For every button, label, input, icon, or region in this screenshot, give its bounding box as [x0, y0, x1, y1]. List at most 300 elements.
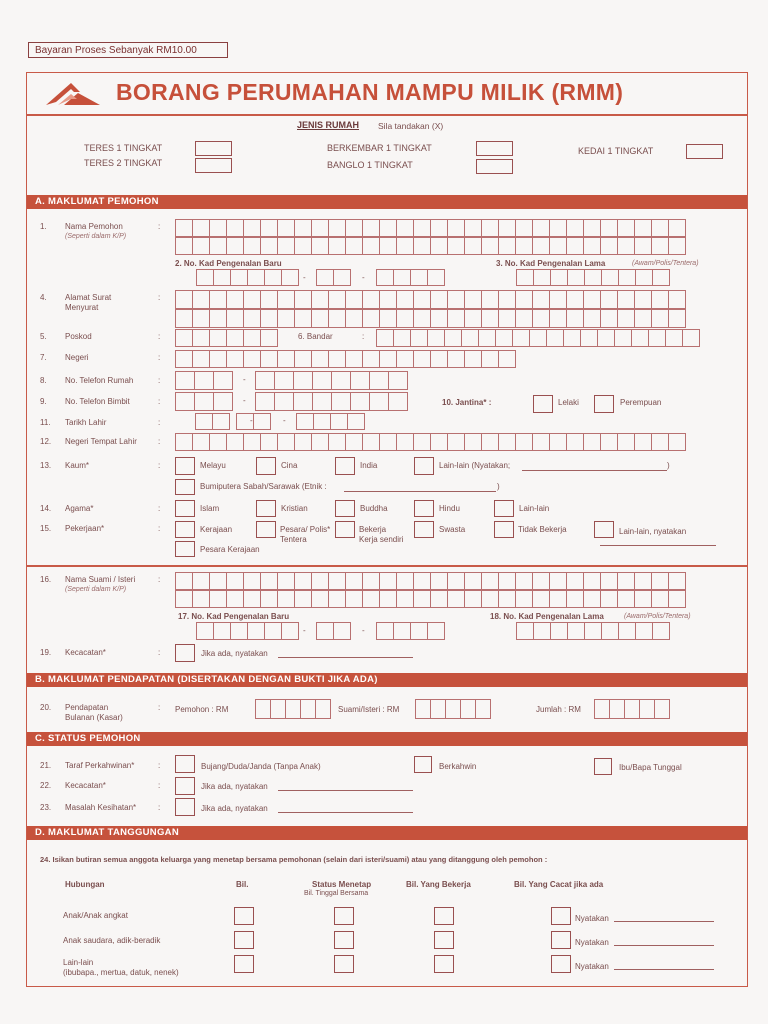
char-box[interactable]: [566, 309, 584, 328]
char-box[interactable]: [333, 622, 351, 640]
char-box[interactable]: [601, 269, 619, 286]
char-box[interactable]: [316, 269, 334, 286]
char-box[interactable]: [328, 350, 346, 368]
city-boxes[interactable]: [376, 329, 699, 347]
char-box[interactable]: [209, 290, 227, 309]
char-box[interactable]: [213, 371, 233, 390]
applicant-name-boxes-row1[interactable]: [175, 219, 685, 237]
char-box[interactable]: [260, 350, 278, 368]
char-box[interactable]: [665, 329, 683, 347]
char-box[interactable]: [277, 350, 295, 368]
char-box[interactable]: [600, 237, 618, 255]
char-box[interactable]: [447, 309, 465, 328]
marital-checkbox[interactable]: [594, 758, 612, 775]
char-box[interactable]: [481, 590, 499, 608]
char-box[interactable]: [549, 237, 567, 255]
char-box[interactable]: [311, 350, 329, 368]
char-box[interactable]: [413, 219, 431, 237]
char-box[interactable]: [330, 413, 348, 430]
char-box[interactable]: [396, 572, 414, 590]
char-box[interactable]: [413, 433, 431, 451]
race-checkbox[interactable]: [335, 457, 355, 475]
char-box[interactable]: [350, 392, 370, 411]
char-box[interactable]: [600, 590, 618, 608]
char-box[interactable]: [209, 590, 227, 608]
char-box[interactable]: [668, 290, 686, 309]
char-box[interactable]: [410, 269, 428, 286]
char-box[interactable]: [175, 371, 195, 390]
char-box[interactable]: [567, 622, 585, 640]
dependent-working-box[interactable]: [434, 907, 454, 925]
char-box[interactable]: [516, 622, 534, 640]
char-box[interactable]: [192, 309, 210, 328]
disability-line[interactable]: [278, 657, 413, 658]
char-box[interactable]: [600, 572, 618, 590]
char-box[interactable]: [328, 237, 346, 255]
dependent-residence-box[interactable]: [334, 907, 354, 925]
char-box[interactable]: [464, 237, 482, 255]
char-box[interactable]: [247, 269, 265, 286]
char-box[interactable]: [512, 329, 530, 347]
char-box[interactable]: [192, 572, 210, 590]
char-box[interactable]: [396, 590, 414, 608]
char-box[interactable]: [430, 433, 448, 451]
char-box[interactable]: [410, 622, 428, 640]
char-box[interactable]: [277, 590, 295, 608]
address-boxes-row2[interactable]: [175, 309, 685, 328]
char-box[interactable]: [430, 309, 448, 328]
char-box[interactable]: [277, 219, 295, 237]
char-box[interactable]: [277, 572, 295, 590]
char-box[interactable]: [413, 572, 431, 590]
char-box[interactable]: [609, 699, 625, 719]
char-box[interactable]: [270, 699, 286, 719]
char-box[interactable]: [294, 219, 312, 237]
char-box[interactable]: [175, 309, 193, 328]
char-box[interactable]: [379, 433, 397, 451]
char-box[interactable]: [567, 269, 585, 286]
birth-state-boxes[interactable]: [175, 433, 685, 451]
char-box[interactable]: [583, 572, 601, 590]
char-box[interactable]: [654, 699, 670, 719]
char-box[interactable]: [515, 219, 533, 237]
marital-checkbox[interactable]: [414, 756, 432, 773]
char-box[interactable]: [230, 622, 248, 640]
char-box[interactable]: [312, 392, 332, 411]
char-box[interactable]: [226, 237, 244, 255]
char-box[interactable]: [226, 433, 244, 451]
birth-year-boxes[interactable]: [296, 413, 364, 430]
dependent-disabled-box[interactable]: [551, 955, 571, 973]
char-box[interactable]: [260, 433, 278, 451]
char-box[interactable]: [296, 413, 314, 430]
char-box[interactable]: [294, 309, 312, 328]
char-box[interactable]: [274, 371, 294, 390]
char-box[interactable]: [464, 572, 482, 590]
char-box[interactable]: [498, 309, 516, 328]
char-box[interactable]: [393, 329, 411, 347]
dependent-count-box[interactable]: [234, 955, 254, 973]
char-box[interactable]: [264, 269, 282, 286]
char-box[interactable]: [445, 699, 461, 719]
char-box[interactable]: [618, 622, 636, 640]
char-box[interactable]: [601, 622, 619, 640]
char-box[interactable]: [362, 290, 380, 309]
char-box[interactable]: [311, 572, 329, 590]
char-box[interactable]: [634, 433, 652, 451]
char-box[interactable]: [312, 371, 332, 390]
char-box[interactable]: [328, 290, 346, 309]
char-box[interactable]: [362, 219, 380, 237]
char-box[interactable]: [583, 433, 601, 451]
specify-line[interactable]: [614, 945, 714, 946]
char-box[interactable]: [379, 572, 397, 590]
char-box[interactable]: [260, 290, 278, 309]
char-box[interactable]: [464, 590, 482, 608]
dependent-working-box[interactable]: [434, 955, 454, 973]
char-box[interactable]: [260, 219, 278, 237]
new-ic-boxes-2[interactable]: [316, 269, 350, 286]
char-box[interactable]: [461, 329, 479, 347]
char-box[interactable]: [515, 572, 533, 590]
char-box[interactable]: [430, 572, 448, 590]
mobile-prefix-boxes[interactable]: [175, 392, 232, 411]
char-box[interactable]: [566, 237, 584, 255]
home-phone-prefix-boxes[interactable]: [175, 371, 232, 390]
char-box[interactable]: [481, 237, 499, 255]
char-box[interactable]: [447, 590, 465, 608]
char-box[interactable]: [635, 622, 653, 640]
char-box[interactable]: [226, 572, 244, 590]
char-box[interactable]: [376, 622, 394, 640]
char-box[interactable]: [617, 309, 635, 328]
char-box[interactable]: [549, 290, 567, 309]
char-box[interactable]: [379, 350, 397, 368]
char-box[interactable]: [285, 699, 301, 719]
char-box[interactable]: [294, 237, 312, 255]
char-box[interactable]: [175, 219, 193, 237]
char-box[interactable]: [427, 269, 445, 286]
char-box[interactable]: [388, 371, 408, 390]
char-box[interactable]: [430, 237, 448, 255]
dependent-count-box[interactable]: [234, 931, 254, 949]
char-box[interactable]: [475, 699, 491, 719]
char-box[interactable]: [668, 590, 686, 608]
religion-checkbox[interactable]: [175, 500, 195, 517]
occupation-checkbox[interactable]: [335, 521, 355, 538]
char-box[interactable]: [362, 350, 380, 368]
char-box[interactable]: [294, 572, 312, 590]
char-box[interactable]: [333, 269, 351, 286]
char-box[interactable]: [243, 433, 261, 451]
char-box[interactable]: [226, 290, 244, 309]
char-box[interactable]: [175, 350, 193, 368]
char-box[interactable]: [294, 350, 312, 368]
char-box[interactable]: [396, 433, 414, 451]
char-box[interactable]: [345, 219, 363, 237]
char-box[interactable]: [549, 219, 567, 237]
char-box[interactable]: [498, 590, 516, 608]
char-box[interactable]: [600, 433, 618, 451]
char-box[interactable]: [413, 350, 431, 368]
house-option-checkbox[interactable]: [476, 141, 513, 156]
char-box[interactable]: [253, 413, 271, 430]
char-box[interactable]: [264, 622, 282, 640]
char-box[interactable]: [651, 590, 669, 608]
char-box[interactable]: [481, 350, 499, 368]
char-box[interactable]: [617, 433, 635, 451]
char-box[interactable]: [481, 309, 499, 328]
char-box[interactable]: [192, 433, 210, 451]
char-box[interactable]: [311, 290, 329, 309]
spouse-old-ic-boxes[interactable]: [516, 622, 669, 640]
char-box[interactable]: [515, 433, 533, 451]
char-box[interactable]: [243, 572, 261, 590]
char-box[interactable]: [388, 392, 408, 411]
char-box[interactable]: [345, 237, 363, 255]
char-box[interactable]: [550, 622, 568, 640]
char-box[interactable]: [563, 329, 581, 347]
char-box[interactable]: [213, 622, 231, 640]
char-box[interactable]: [294, 590, 312, 608]
spouse-income-boxes[interactable]: [415, 699, 490, 719]
char-box[interactable]: [430, 699, 446, 719]
char-box[interactable]: [447, 290, 465, 309]
char-box[interactable]: [328, 219, 346, 237]
char-box[interactable]: [175, 433, 193, 451]
char-box[interactable]: [532, 309, 550, 328]
char-box[interactable]: [668, 219, 686, 237]
char-box[interactable]: [413, 590, 431, 608]
char-box[interactable]: [597, 329, 615, 347]
char-box[interactable]: [328, 572, 346, 590]
char-box[interactable]: [498, 572, 516, 590]
char-box[interactable]: [583, 309, 601, 328]
char-box[interactable]: [532, 290, 550, 309]
occupation-other-line[interactable]: [600, 545, 716, 546]
char-box[interactable]: [532, 237, 550, 255]
char-box[interactable]: [481, 290, 499, 309]
char-box[interactable]: [294, 433, 312, 451]
char-box[interactable]: [415, 699, 431, 719]
char-box[interactable]: [682, 329, 700, 347]
char-box[interactable]: [481, 219, 499, 237]
char-box[interactable]: [600, 219, 618, 237]
char-box[interactable]: [464, 219, 482, 237]
char-box[interactable]: [393, 622, 411, 640]
char-box[interactable]: [243, 237, 261, 255]
race-checkbox[interactable]: [175, 457, 195, 475]
dependent-disabled-box[interactable]: [551, 931, 571, 949]
char-box[interactable]: [175, 572, 193, 590]
new-ic-boxes-1[interactable]: [196, 269, 298, 286]
health-problem-line[interactable]: [278, 812, 413, 813]
char-box[interactable]: [600, 309, 618, 328]
char-box[interactable]: [550, 269, 568, 286]
char-box[interactable]: [243, 350, 261, 368]
occupation-checkbox[interactable]: [175, 521, 195, 538]
char-box[interactable]: [379, 219, 397, 237]
char-box[interactable]: [430, 219, 448, 237]
char-box[interactable]: [212, 413, 230, 430]
char-box[interactable]: [617, 572, 635, 590]
char-box[interactable]: [549, 433, 567, 451]
char-box[interactable]: [260, 572, 278, 590]
char-box[interactable]: [293, 371, 313, 390]
char-box[interactable]: [495, 329, 513, 347]
char-box[interactable]: [515, 590, 533, 608]
char-box[interactable]: [277, 309, 295, 328]
char-box[interactable]: [594, 699, 610, 719]
char-box[interactable]: [481, 572, 499, 590]
char-box[interactable]: [583, 219, 601, 237]
dependent-residence-box[interactable]: [334, 955, 354, 973]
char-box[interactable]: [313, 413, 331, 430]
char-box[interactable]: [464, 309, 482, 328]
char-box[interactable]: [478, 329, 496, 347]
char-box[interactable]: [668, 237, 686, 255]
char-box[interactable]: [226, 350, 244, 368]
char-box[interactable]: [617, 590, 635, 608]
char-box[interactable]: [350, 371, 370, 390]
char-box[interactable]: [243, 309, 261, 328]
char-box[interactable]: [532, 219, 550, 237]
char-box[interactable]: [213, 392, 233, 411]
char-box[interactable]: [427, 622, 445, 640]
char-box[interactable]: [362, 309, 380, 328]
char-box[interactable]: [566, 433, 584, 451]
char-box[interactable]: [396, 290, 414, 309]
char-box[interactable]: [584, 622, 602, 640]
char-box[interactable]: [600, 290, 618, 309]
char-box[interactable]: [345, 572, 363, 590]
char-box[interactable]: [274, 392, 294, 411]
religion-checkbox[interactable]: [256, 500, 276, 517]
char-box[interactable]: [226, 309, 244, 328]
char-box[interactable]: [362, 237, 380, 255]
char-box[interactable]: [546, 329, 564, 347]
char-box[interactable]: [532, 590, 550, 608]
char-box[interactable]: [634, 290, 652, 309]
char-box[interactable]: [529, 329, 547, 347]
dependent-count-box[interactable]: [234, 907, 254, 925]
char-box[interactable]: [328, 590, 346, 608]
char-box[interactable]: [396, 309, 414, 328]
char-box[interactable]: [311, 237, 329, 255]
spouse-new-ic-boxes-3[interactable]: [376, 622, 444, 640]
char-box[interactable]: [651, 309, 669, 328]
char-box[interactable]: [379, 237, 397, 255]
char-box[interactable]: [634, 237, 652, 255]
char-box[interactable]: [213, 269, 231, 286]
race-checkbox[interactable]: [256, 457, 276, 475]
char-box[interactable]: [369, 371, 389, 390]
char-box[interactable]: [331, 392, 351, 411]
char-box[interactable]: [413, 237, 431, 255]
char-box[interactable]: [379, 590, 397, 608]
gender-male-checkbox[interactable]: [533, 395, 553, 413]
char-box[interactable]: [549, 590, 567, 608]
house-option-checkbox[interactable]: [686, 144, 723, 159]
char-box[interactable]: [464, 350, 482, 368]
char-box[interactable]: [533, 269, 551, 286]
char-box[interactable]: [447, 433, 465, 451]
char-box[interactable]: [447, 219, 465, 237]
char-box[interactable]: [345, 290, 363, 309]
spouse-name-boxes-row2[interactable]: [175, 590, 685, 608]
occupation-checkbox[interactable]: [256, 521, 276, 538]
char-box[interactable]: [209, 572, 227, 590]
char-box[interactable]: [651, 290, 669, 309]
char-box[interactable]: [624, 699, 640, 719]
char-box[interactable]: [260, 309, 278, 328]
dependent-residence-box[interactable]: [334, 931, 354, 949]
char-box[interactable]: [481, 433, 499, 451]
char-box[interactable]: [651, 237, 669, 255]
char-box[interactable]: [430, 590, 448, 608]
char-box[interactable]: [209, 309, 227, 328]
char-box[interactable]: [192, 290, 210, 309]
char-box[interactable]: [243, 329, 261, 347]
char-box[interactable]: [260, 590, 278, 608]
char-box[interactable]: [651, 433, 669, 451]
house-option-checkbox[interactable]: [195, 141, 232, 156]
char-box[interactable]: [532, 572, 550, 590]
religion-checkbox[interactable]: [414, 500, 434, 517]
char-box[interactable]: [651, 219, 669, 237]
char-box[interactable]: [631, 329, 649, 347]
char-box[interactable]: [362, 572, 380, 590]
char-box[interactable]: [281, 622, 299, 640]
char-box[interactable]: [515, 237, 533, 255]
char-box[interactable]: [311, 309, 329, 328]
char-box[interactable]: [294, 290, 312, 309]
char-box[interactable]: [634, 572, 652, 590]
status-disability-line[interactable]: [278, 790, 413, 791]
specify-line[interactable]: [614, 969, 714, 970]
char-box[interactable]: [430, 350, 448, 368]
char-box[interactable]: [566, 572, 584, 590]
state-boxes[interactable]: [175, 350, 515, 368]
char-box[interactable]: [362, 590, 380, 608]
char-box[interactable]: [362, 433, 380, 451]
char-box[interactable]: [277, 237, 295, 255]
char-box[interactable]: [652, 622, 670, 640]
char-box[interactable]: [209, 219, 227, 237]
char-box[interactable]: [549, 572, 567, 590]
address-boxes-row1[interactable]: [175, 290, 685, 309]
occupation-checkbox[interactable]: [594, 521, 614, 538]
race-checkbox[interactable]: [414, 457, 434, 475]
char-box[interactable]: [196, 269, 214, 286]
char-box[interactable]: [255, 699, 271, 719]
char-box[interactable]: [311, 590, 329, 608]
char-box[interactable]: [243, 590, 261, 608]
house-option-checkbox[interactable]: [476, 159, 513, 174]
specify-line[interactable]: [614, 921, 714, 922]
char-box[interactable]: [498, 237, 516, 255]
char-box[interactable]: [498, 290, 516, 309]
dependent-working-box[interactable]: [434, 931, 454, 949]
char-box[interactable]: [369, 392, 389, 411]
char-box[interactable]: [175, 392, 195, 411]
char-box[interactable]: [668, 572, 686, 590]
char-box[interactable]: [444, 329, 462, 347]
char-box[interactable]: [316, 622, 334, 640]
char-box[interactable]: [293, 392, 313, 411]
char-box[interactable]: [328, 309, 346, 328]
char-box[interactable]: [192, 219, 210, 237]
